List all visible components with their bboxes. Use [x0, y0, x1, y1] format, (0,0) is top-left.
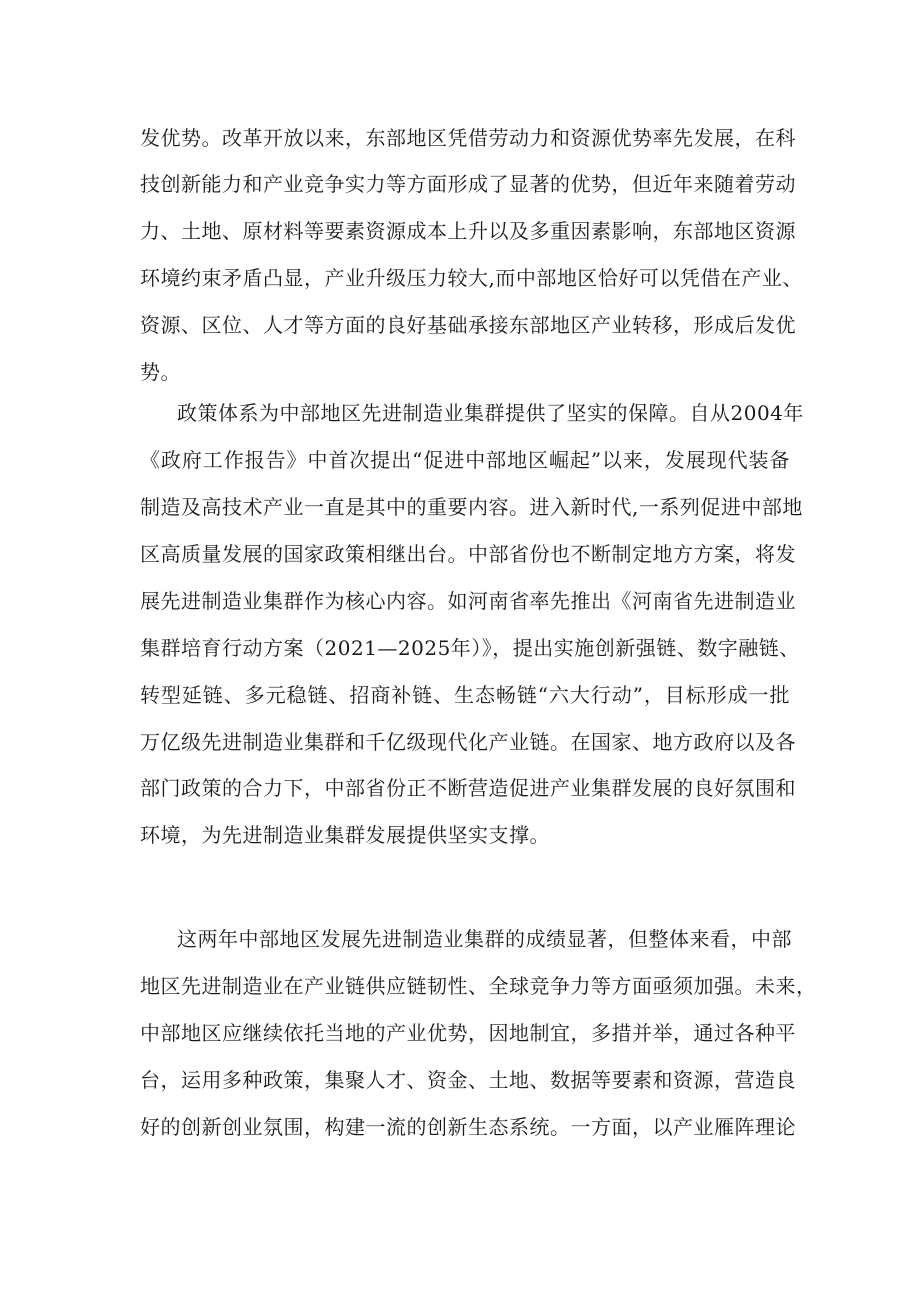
text-line: 转型延链、多元稳链、招商补链、生态畅链“六大行动”，目标形成一批 [140, 683, 790, 707]
text-line: 技创新能力和产业竞争实力等方面形成了显著的优势，但近年来随着劳动 [140, 172, 796, 196]
text-line: 部门政策的合力下，中部省份正不断营造促进产业集群发展的良好氛围和 [140, 776, 796, 800]
text-line: 制造及高技术产业一直是其中的重要内容。进入新时代,一系列促进中部地 [140, 495, 803, 519]
text-line: 集群培育行动方案（2021—2025年）》，提出实施创新强链、数字融链、 [140, 636, 800, 660]
text-line: 这两年中部地区发展先进制造业集群的成绩显著，但整体来看，中部 [177, 927, 792, 951]
text-line: 台，运用多种政策，集聚人才、资金、土地、数据等要素和资源，营造良 [140, 1068, 796, 1092]
text-line: 发优势。改革开放以来，东部地区凭借劳动力和资源优势率先发展，在科 [140, 126, 796, 150]
text-line: 好的创新创业氛围，构建一流的创新生态系统。一方面，以产业雁阵理论 [140, 1115, 796, 1139]
text-line: 环境约束矛盾凸显，产业升级压力较大,而中部地区恰好可以凭借在产业、 [140, 266, 803, 290]
text-line: 区高质量发展的国家政策相继出台。中部省份也不断制定地方方案，将发 [140, 542, 796, 566]
text-line: 势。 [140, 360, 181, 384]
text-line: 展先进制造业集群作为核心内容。如河南省率先推出《河南省先进制造业 [140, 589, 796, 613]
text-line: 资源、区位、人才等方面的良好基础承接东部地区产业转移，形成后发优 [140, 313, 796, 337]
text-line: 中部地区应继续依托当地的产业优势，因地制宜，多措并举，通过各种平 [140, 1021, 796, 1045]
text-line: 万亿级先进制造业集群和千亿级现代化产业链。在国家、地方政府以及各 [140, 730, 796, 754]
text-line: 环境，为先进制造业集群发展提供坚实支撑。 [140, 823, 550, 847]
text-line: 《政府工作报告》中首次提出“促进中部地区崛起”以来，发展现代装备 [140, 448, 790, 472]
text-line: 政策体系为中部地区先进制造业集群提供了坚实的保障。自从2004年 [177, 401, 804, 425]
text-line: 力、土地、原材料等要素资源成本上升以及多重因素影响，东部地区资源 [140, 219, 796, 243]
text-line: 地区先进制造业在产业链供应链韧性、全球竞争力等方面亟须加强。未来， [140, 974, 817, 998]
